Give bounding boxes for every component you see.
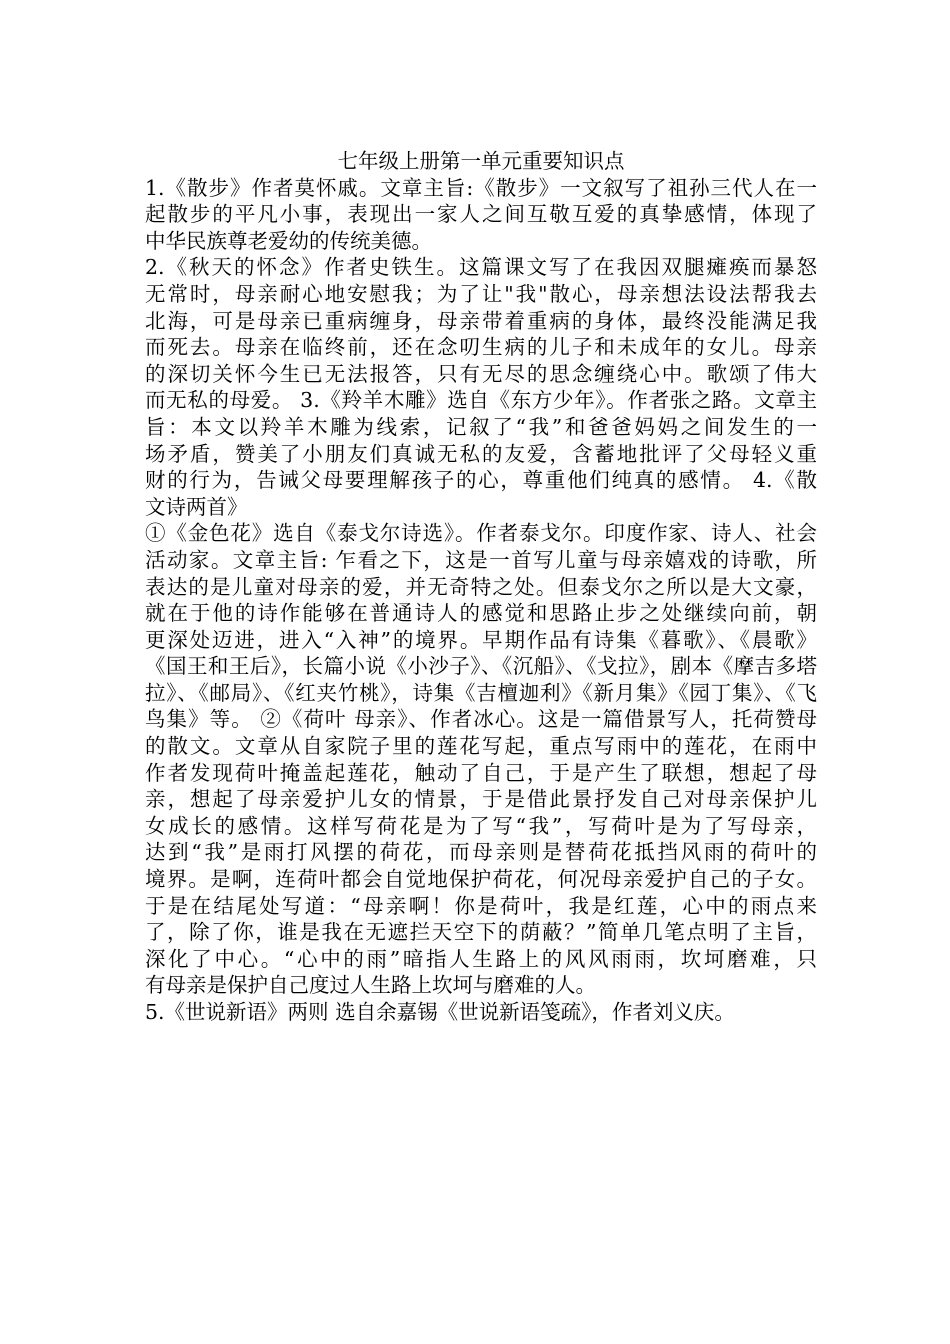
text-line: 女成长的感情。这样写荷花是为了写“我”，写荷叶是为了写母亲， [145,813,817,838]
text-line: 起散步的平凡小事，表现出一家人之间互敬互爱的真挚感情，体现了 [145,202,817,227]
text-line: 作者发现荷叶掩盖起莲花，触动了自己，于是产生了联想，想起了母 [145,760,817,785]
text-line: 更深处迈进，进入“入神”的境界。早期作品有诗集《暮歌》、《晨歌》 [145,627,817,652]
text-line: 有母亲是保护自己度过人生路上坎坷与磨难的人。 [145,973,596,998]
text-line: 财的行为，告诫父母要理解孩子的心，尊重他们纯真的感情。 4.《散 [145,468,817,493]
text-line: 活动家。文章主旨: 乍看之下，这是一首写儿童与母亲嬉戏的诗歌，所 [145,547,817,572]
text-line: 境界。是啊，连荷叶都会自觉地保护荷花，何况母亲爱护自己的子女。 [145,867,817,892]
text-line: 深化了中心。“心中的雨”暗指人生路上的风风雨雨，坎坷磨难，只 [145,946,817,971]
text-line: 于是在结尾处写道：“母亲啊！你是荷叶，我是红莲，心中的雨点来 [145,893,817,918]
text-line: 旨：本文以羚羊木雕为线索，记叙了“我”和爸爸妈妈之间发生的一 [145,414,817,439]
text-line: 达到“我”是雨打风摆的荷花，而母亲则是替荷花抵挡风雨的荷叶的 [145,840,817,865]
text-line: 就在于他的诗作能够在普通诗人的感觉和思路止步之处继续向前，朝 [145,601,817,626]
text-line: 《国王和王后》，长篇小说《小沙子》、《沉船》、《戈拉》，剧本《摩吉多塔 [145,654,817,679]
text-line: 表达的是儿童对母亲的爱，并无奇特之处。但泰戈尔之所以是大文豪， [145,574,817,599]
text-line: 而无私的母爱。 3.《羚羊木雕》选自《东方少年》。作者张之路。文章主 [145,388,817,413]
text-line: 文诗两首》 [145,494,248,519]
text-line: 拉》、《邮局》、《红夹竹桃》，诗集《吉檀迦利》《新月集》《园丁集》、《飞 [145,680,817,705]
text-line: 而死去。母亲在临终前，还在念叨生病的儿子和未成年的女儿。母亲 [145,335,817,360]
text-line: 亲，想起了母亲爱护儿女的情景，于是借此景抒发自己对母亲保护儿 [145,787,817,812]
text-line: ①《金色花》选自《泰戈尔诗选》。作者泰戈尔。印度作家、诗人、社会 [145,521,817,546]
document-title: 七年级上册第一单元重要知识点 [337,149,625,173]
text-line: 中华民族尊老爱幼的传统美德。 [145,228,432,253]
text-line: 2.《秋天的怀念》作者史铁生。这篇课文写了在我因双腿瘫痪而暴怒 [145,255,817,280]
text-line: 鸟集》等。 ②《荷叶 母亲》、作者冰心。这是一篇借景写人，托荷赞母 [145,707,817,732]
text-line: 的深切关怀今生已无法报答，只有无尽的思念缠绕心中。歌颂了伟大 [145,361,817,386]
text-line: 1.《散步》作者莫怀戚。文章主旨:《散步》一文叙写了祖孙三代人在一 [145,175,817,200]
text-line: 的散文。文章从自家院子里的莲花写起，重点写雨中的莲花，在雨中 [145,734,817,759]
text-line: 了，除了你，谁是我在无遮拦天空下的荫蔽？”简单几笔点明了主旨， [145,920,817,945]
text-line: 5.《世说新语》两则 选自余嘉锡《世说新语笺疏》，作者刘义庆。 [145,1000,735,1024]
document-page [145,148,817,1026]
text-line: 场矛盾，赞美了小朋友们真诚无私的友爱，含蓄地批评了父母轻义重 [145,441,817,466]
text-line: 北海，可是母亲已重病缠身，母亲带着重病的身体，最终没能满足我 [145,308,817,333]
document-body [145,175,817,1026]
text-line: 无常时，母亲耐心地安慰我；为了让"我"散心，母亲想法设法帮我去 [145,281,817,306]
